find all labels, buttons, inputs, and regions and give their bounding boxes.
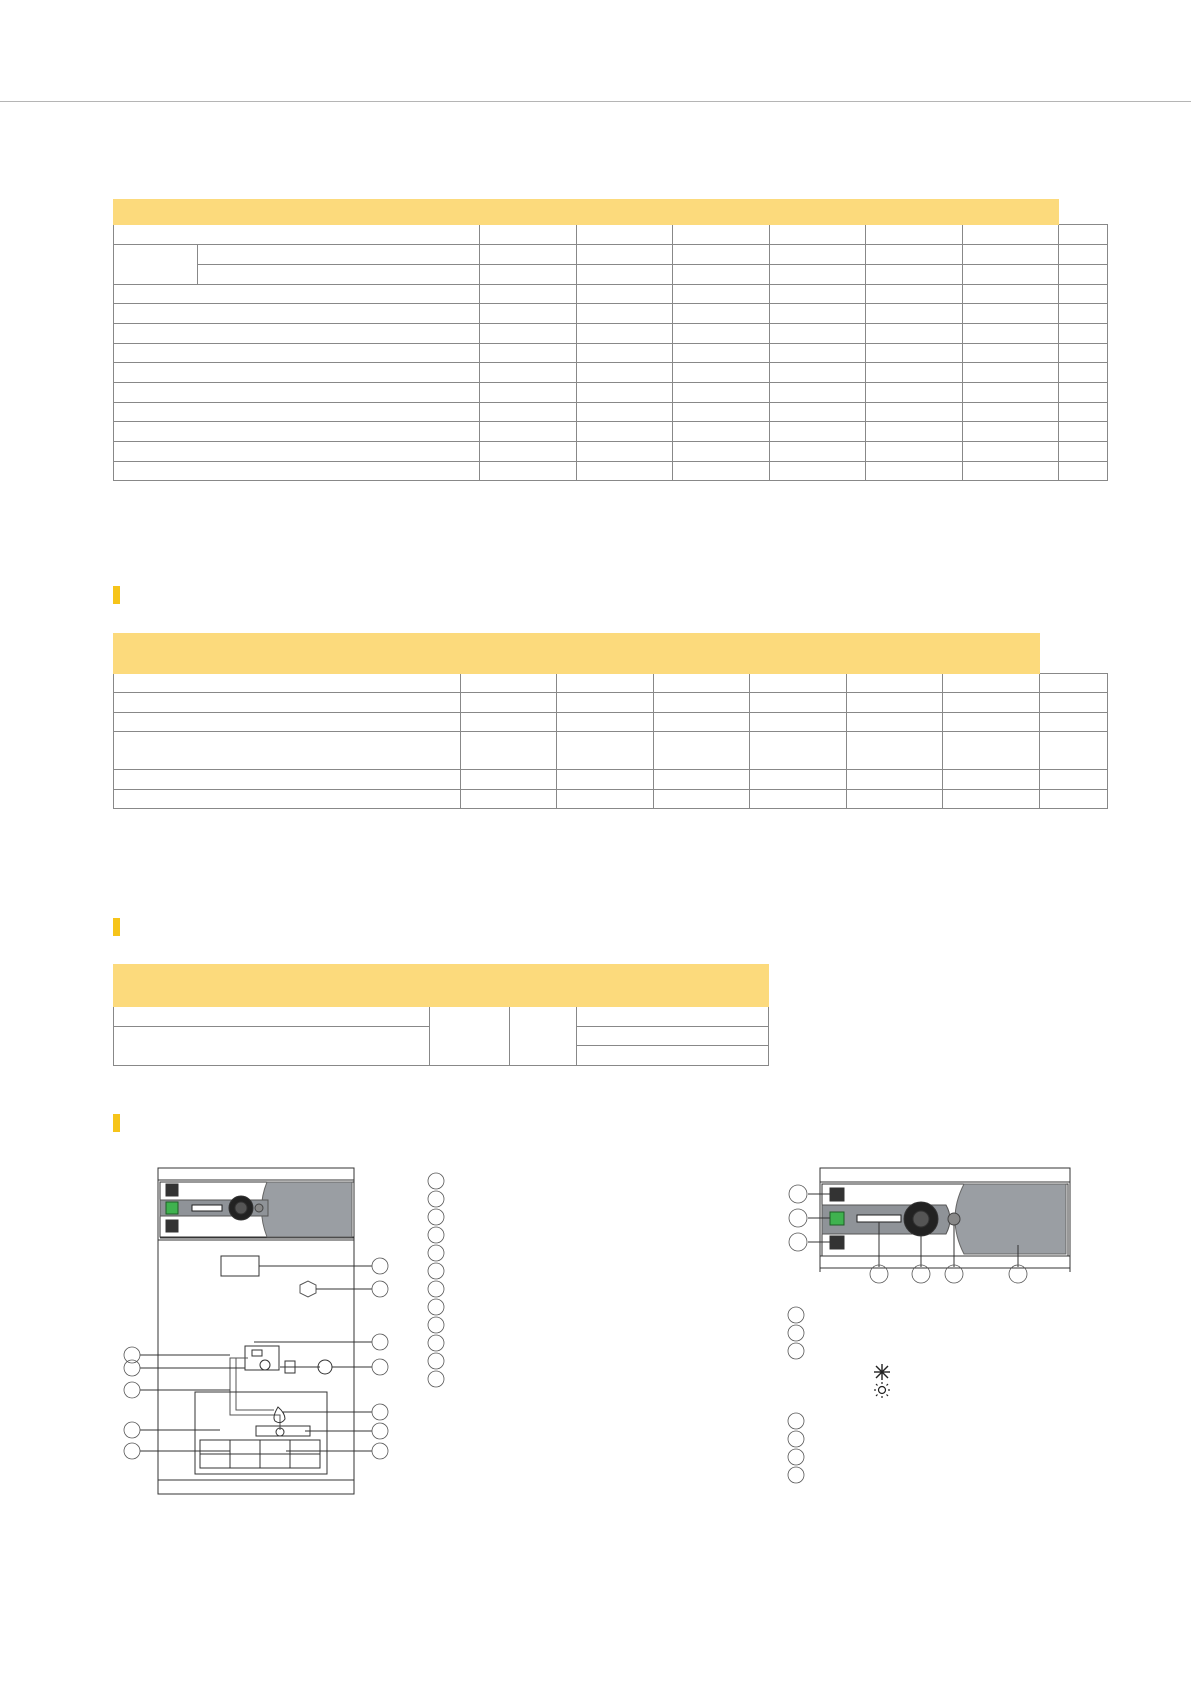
header-rule bbox=[0, 101, 1191, 102]
table-header-cell bbox=[461, 634, 557, 674]
table-cell bbox=[114, 674, 461, 693]
table-cell bbox=[866, 304, 963, 324]
legend-list-2 bbox=[784, 1306, 904, 1490]
table-cell bbox=[1059, 245, 1108, 265]
table-cell bbox=[577, 1007, 769, 1027]
table-header-cell bbox=[480, 200, 577, 225]
table-row bbox=[114, 225, 1108, 245]
table-header-cell bbox=[654, 634, 750, 674]
table-cell bbox=[943, 790, 1040, 809]
table-cell bbox=[114, 383, 480, 403]
table-cell bbox=[557, 770, 654, 790]
table-cell bbox=[114, 363, 480, 383]
section-marker bbox=[113, 918, 120, 936]
table-cell bbox=[770, 344, 866, 363]
table-cell bbox=[577, 245, 673, 265]
table-cell bbox=[847, 770, 943, 790]
table-cell bbox=[1040, 674, 1108, 693]
table-cell bbox=[1059, 403, 1108, 422]
table-cell bbox=[461, 713, 557, 732]
table-header-cell bbox=[943, 634, 1040, 674]
table-cell bbox=[1059, 383, 1108, 403]
table-header-row bbox=[114, 965, 769, 1007]
table-cell bbox=[847, 713, 943, 732]
table-cell bbox=[480, 403, 577, 422]
table-cell bbox=[963, 422, 1059, 442]
connections-table bbox=[113, 964, 769, 1066]
table-cell bbox=[577, 403, 673, 422]
table-header-cell bbox=[577, 965, 769, 1007]
table-header-cell bbox=[114, 965, 430, 1007]
table-cell bbox=[577, 285, 673, 304]
table-cell bbox=[866, 225, 963, 245]
table-cell bbox=[673, 462, 770, 481]
table-cell bbox=[770, 462, 866, 481]
table-cell bbox=[461, 790, 557, 809]
table-cell bbox=[577, 422, 673, 442]
dimensions-table bbox=[113, 633, 1108, 809]
table-cell bbox=[1040, 770, 1108, 790]
table-cell bbox=[673, 265, 770, 285]
table-cell bbox=[770, 363, 866, 383]
table-cell bbox=[1059, 344, 1108, 363]
table-cell bbox=[480, 304, 577, 324]
table-row bbox=[114, 285, 1108, 304]
table-cell bbox=[963, 245, 1059, 265]
table-cell bbox=[480, 344, 577, 363]
table-cell bbox=[461, 674, 557, 693]
legend-list-1 bbox=[424, 1172, 448, 1392]
table-cell bbox=[114, 403, 480, 422]
table-cell bbox=[750, 713, 847, 732]
table-header-cell bbox=[1040, 634, 1108, 674]
table-cell bbox=[654, 674, 750, 693]
table-cell bbox=[1059, 304, 1108, 324]
table-row bbox=[114, 770, 1108, 790]
table-cell bbox=[577, 324, 673, 344]
table-cell bbox=[866, 324, 963, 344]
table-cell bbox=[557, 713, 654, 732]
table-cell bbox=[480, 462, 577, 481]
table-cell bbox=[673, 383, 770, 403]
table-cell bbox=[198, 245, 480, 265]
table-row bbox=[114, 713, 1108, 732]
table-cell bbox=[577, 1046, 769, 1066]
table-cell bbox=[1059, 422, 1108, 442]
table-row bbox=[114, 422, 1108, 442]
table-cell bbox=[114, 442, 480, 462]
table-cell bbox=[1040, 790, 1108, 809]
table-cell bbox=[673, 363, 770, 383]
table-cell bbox=[673, 422, 770, 442]
table-header-cell bbox=[866, 200, 963, 225]
table-row bbox=[114, 363, 1108, 383]
table-cell bbox=[1040, 732, 1108, 770]
table-cell bbox=[963, 285, 1059, 304]
table-cell bbox=[557, 790, 654, 809]
table-cell bbox=[866, 442, 963, 462]
sun-icon bbox=[874, 1382, 890, 1398]
table-cell bbox=[461, 770, 557, 790]
table-row bbox=[114, 403, 1108, 422]
table-cell bbox=[673, 344, 770, 363]
table-row bbox=[114, 324, 1108, 344]
table-header-cell bbox=[963, 200, 1059, 225]
table-cell bbox=[943, 713, 1040, 732]
table-cell bbox=[577, 383, 673, 403]
table-cell bbox=[114, 462, 480, 481]
table-cell bbox=[1040, 693, 1108, 713]
table-cell bbox=[461, 732, 557, 770]
table-cell bbox=[963, 383, 1059, 403]
table-cell bbox=[770, 383, 866, 403]
unit-front-view-diagram bbox=[120, 1160, 405, 1500]
table-cell bbox=[750, 693, 847, 713]
table-cell bbox=[480, 265, 577, 285]
table-cell bbox=[480, 225, 577, 245]
table-cell bbox=[1059, 462, 1108, 481]
table-cell bbox=[654, 770, 750, 790]
table-cell bbox=[1059, 324, 1108, 344]
table-cell bbox=[114, 770, 461, 790]
table-cell bbox=[943, 770, 1040, 790]
table-cell bbox=[114, 344, 480, 363]
table-cell bbox=[114, 693, 461, 713]
table-cell bbox=[673, 403, 770, 422]
table-cell bbox=[750, 732, 847, 770]
table-cell bbox=[114, 1027, 430, 1066]
table-header-row bbox=[114, 634, 1108, 674]
table-header-cell bbox=[430, 965, 510, 1007]
table-cell bbox=[963, 403, 1059, 422]
table-cell bbox=[673, 245, 770, 265]
snowflake-icon bbox=[874, 1364, 890, 1380]
table-cell bbox=[480, 363, 577, 383]
table-cell bbox=[480, 245, 577, 265]
table-row bbox=[114, 1007, 769, 1027]
table-cell bbox=[866, 285, 963, 304]
table-row bbox=[114, 790, 1108, 809]
table-header-cell bbox=[673, 200, 770, 225]
table-cell bbox=[770, 304, 866, 324]
table-cell bbox=[577, 363, 673, 383]
table-row bbox=[114, 304, 1108, 324]
table-cell bbox=[963, 225, 1059, 245]
table-cell bbox=[866, 344, 963, 363]
table-cell bbox=[577, 265, 673, 285]
table-cell bbox=[430, 1007, 510, 1066]
table-cell bbox=[866, 422, 963, 442]
table-cell bbox=[673, 442, 770, 462]
table-cell bbox=[480, 285, 577, 304]
table-cell bbox=[963, 344, 1059, 363]
table-cell bbox=[943, 674, 1040, 693]
table-cell bbox=[577, 462, 673, 481]
table-cell bbox=[114, 225, 480, 245]
table-cell bbox=[673, 285, 770, 304]
table-cell bbox=[866, 383, 963, 403]
table-cell bbox=[654, 732, 750, 770]
table-cell bbox=[654, 790, 750, 809]
table-cell bbox=[750, 790, 847, 809]
table-cell bbox=[847, 790, 943, 809]
table-cell bbox=[963, 265, 1059, 285]
table-cell bbox=[198, 265, 480, 285]
table-header-cell bbox=[847, 634, 943, 674]
table-cell bbox=[770, 324, 866, 344]
table-cell bbox=[654, 693, 750, 713]
table-cell bbox=[557, 674, 654, 693]
table-row bbox=[114, 462, 1108, 481]
table-cell bbox=[770, 225, 866, 245]
section-marker bbox=[113, 586, 120, 604]
control-panel-diagram bbox=[786, 1160, 1076, 1285]
table-cell bbox=[770, 442, 866, 462]
table-cell bbox=[866, 363, 963, 383]
table-cell bbox=[963, 363, 1059, 383]
table-cell bbox=[654, 713, 750, 732]
table-cell bbox=[847, 693, 943, 713]
table-cell bbox=[114, 790, 461, 809]
table-cell bbox=[480, 324, 577, 344]
table-cell bbox=[480, 442, 577, 462]
table-cell bbox=[577, 344, 673, 363]
table-row bbox=[114, 693, 1108, 713]
table-cell bbox=[114, 245, 198, 285]
table-cell bbox=[577, 1027, 769, 1046]
table-cell bbox=[750, 770, 847, 790]
table-cell bbox=[770, 245, 866, 265]
table-cell bbox=[770, 285, 866, 304]
table-cell bbox=[866, 462, 963, 481]
table-cell bbox=[577, 442, 673, 462]
table-row bbox=[114, 732, 1108, 770]
table-cell bbox=[866, 265, 963, 285]
table-cell bbox=[461, 693, 557, 713]
table-cell bbox=[114, 1007, 430, 1027]
table-row bbox=[114, 442, 1108, 462]
table-cell bbox=[1059, 285, 1108, 304]
table-cell bbox=[114, 422, 480, 442]
table-cell bbox=[943, 693, 1040, 713]
table-cell bbox=[847, 732, 943, 770]
table-cell bbox=[114, 732, 461, 770]
table-row bbox=[114, 383, 1108, 403]
table-header-cell bbox=[114, 634, 461, 674]
table-cell bbox=[577, 304, 673, 324]
table-cell bbox=[557, 732, 654, 770]
table-cell bbox=[963, 324, 1059, 344]
table-cell bbox=[673, 304, 770, 324]
table-cell bbox=[673, 225, 770, 245]
technical-data-table bbox=[113, 199, 1108, 481]
table-header-cell bbox=[557, 634, 654, 674]
table-cell bbox=[770, 403, 866, 422]
table-cell bbox=[1059, 225, 1108, 245]
table-row bbox=[114, 674, 1108, 693]
table-cell bbox=[1059, 265, 1108, 285]
table-cell bbox=[866, 403, 963, 422]
table-header-cell bbox=[750, 634, 847, 674]
table-cell bbox=[114, 324, 480, 344]
table-cell bbox=[847, 674, 943, 693]
table-header-cell bbox=[510, 965, 577, 1007]
table-cell bbox=[480, 422, 577, 442]
table-cell bbox=[1059, 442, 1108, 462]
table-header-row bbox=[114, 200, 1108, 225]
table-cell bbox=[480, 383, 577, 403]
table-cell bbox=[963, 442, 1059, 462]
table-cell bbox=[963, 462, 1059, 481]
table-header-cell bbox=[770, 200, 866, 225]
table-cell bbox=[866, 245, 963, 265]
table-cell bbox=[510, 1007, 577, 1066]
table-cell bbox=[1059, 363, 1108, 383]
table-cell bbox=[770, 265, 866, 285]
table-header-cell bbox=[114, 200, 480, 225]
table-row bbox=[114, 344, 1108, 363]
table-row bbox=[114, 265, 1108, 285]
section-marker bbox=[113, 1114, 120, 1132]
table-cell bbox=[114, 304, 480, 324]
table-row bbox=[114, 245, 1108, 265]
table-header-cell bbox=[1059, 200, 1108, 225]
table-cell bbox=[577, 225, 673, 245]
table-cell bbox=[673, 324, 770, 344]
table-cell bbox=[114, 285, 480, 304]
table-cell bbox=[557, 693, 654, 713]
table-header-cell bbox=[577, 200, 673, 225]
table-cell bbox=[1040, 713, 1108, 732]
table-cell bbox=[963, 304, 1059, 324]
table-cell bbox=[943, 732, 1040, 770]
table-cell bbox=[750, 674, 847, 693]
table-cell bbox=[770, 422, 866, 442]
table-cell bbox=[114, 713, 461, 732]
